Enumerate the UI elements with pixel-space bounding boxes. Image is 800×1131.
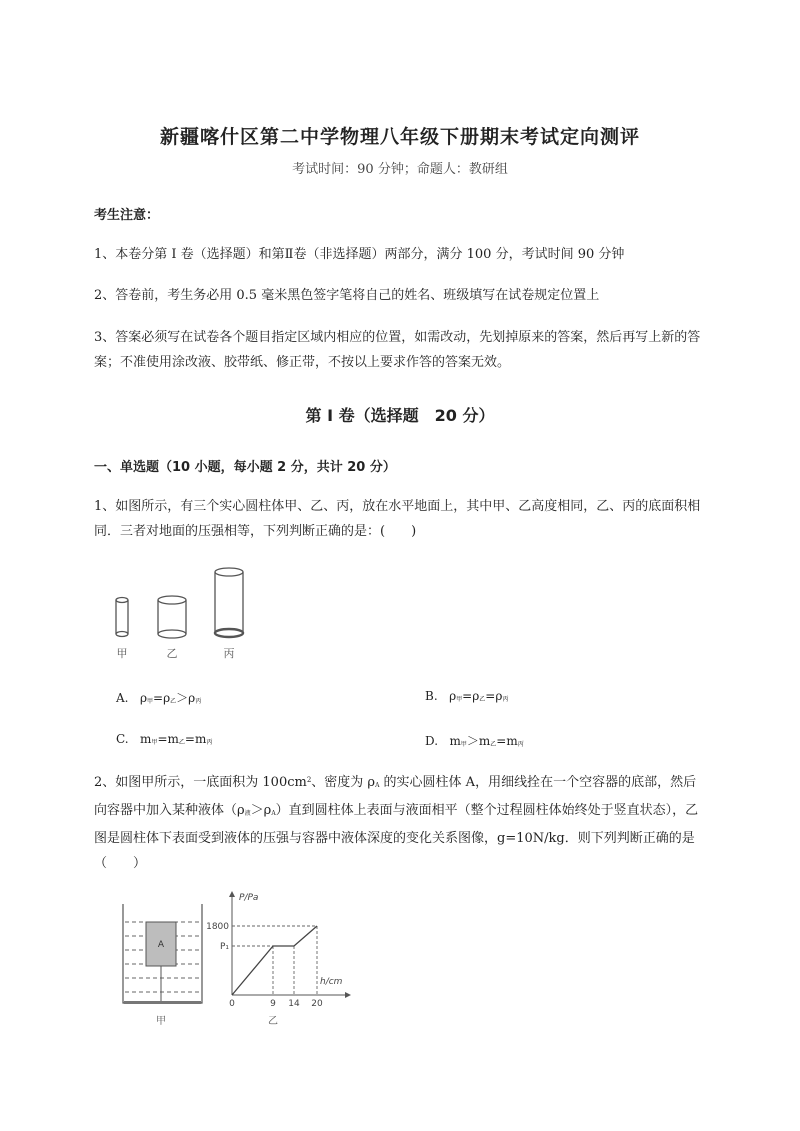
caption-yi: 乙 xyxy=(268,1016,278,1027)
option-c[interactable]: C. m甲=m乙=m丙 xyxy=(116,732,213,746)
label-jia: 甲 xyxy=(116,647,128,660)
part-heading: 一、单选题（10 小题，每小题 2 分，共计 20 分） xyxy=(94,460,396,475)
container-figure xyxy=(118,900,208,1030)
notice-item-1: 1、本卷分第 I 卷（选择题）和第Ⅱ卷（非选择题）两部分，满分 100 分，考试时间 90 分钟 xyxy=(94,247,625,262)
origin-label: 0 xyxy=(229,999,235,1009)
x-tick-9: 9 xyxy=(270,999,276,1009)
x-axis-label: h/cm xyxy=(320,977,343,987)
pressure-line xyxy=(232,926,317,995)
caption-jia: 甲 xyxy=(156,1016,166,1027)
notice-item-2: 2、答卷前，考生务必用 0.5 毫米黑色签字笔将自己的姓名、班级填写在试卷规定位置上 xyxy=(94,288,600,303)
question-1-stem: 1、如图所示，有三个实心圆柱体甲、乙、丙，放在水平地面上，其中甲、乙高度相同，乙、丙的底面积相同．三者对地面的压强相等，下列判断正确的是：( ) xyxy=(94,499,701,539)
pressure-depth-chart xyxy=(205,888,355,1033)
block-label: A xyxy=(157,940,165,950)
page-title: 新疆喀什区第二中学物理八年级下册期末考试定向测评 xyxy=(159,126,640,148)
x-tick-20: 20 xyxy=(311,999,323,1009)
option-b[interactable]: B. ρ甲=ρ乙=ρ丙 xyxy=(425,689,509,703)
y-tick-1800: 1800 xyxy=(206,922,229,932)
label-yi: 乙 xyxy=(166,647,178,660)
y-axis-label: P/Pa xyxy=(239,893,259,903)
question-2-stem: 2、如图甲所示，一底面积为 $100cm^2$、密度为 ρA 的实心圆柱体 A，用细线拴在一个空容器的底部，然后向容器中加入某种液体（ρ液＞ρA）直到圆柱体上表面与液面相平（整个过程圆柱体始终处于竖直状态），乙图是圆柱体下表面受到液体的压强与容器中液体深度的变化关系图像，g=10N/kg．则下列判断正确的是（ ） xyxy=(94,775,699,871)
notice-heading: 考生注意： xyxy=(94,208,160,223)
notice-item-3: 3、答案必须写在试卷各个题目指定区域内相应的位置，如需改动，先划掉原来的答案，然后再写上新的答案；不准使用涂改液、胶带纸、修正带，不按以上要求作答的答案无效。 xyxy=(94,330,701,370)
cylinders-figure xyxy=(108,563,248,663)
option-a[interactable]: A. ρ甲=ρ乙＞ρ丙 xyxy=(116,691,202,705)
section-title: 第 I 卷（选择题 20 分） xyxy=(305,406,495,425)
option-d[interactable]: D. m甲＞m乙=m丙 xyxy=(425,734,524,748)
exam-info: 考试时间：90 分钟；命题人：教研组 xyxy=(292,162,508,177)
y-tick-p1: P₁ xyxy=(219,942,229,952)
label-bing: 丙 xyxy=(223,647,235,660)
x-tick-14: 14 xyxy=(288,999,300,1009)
